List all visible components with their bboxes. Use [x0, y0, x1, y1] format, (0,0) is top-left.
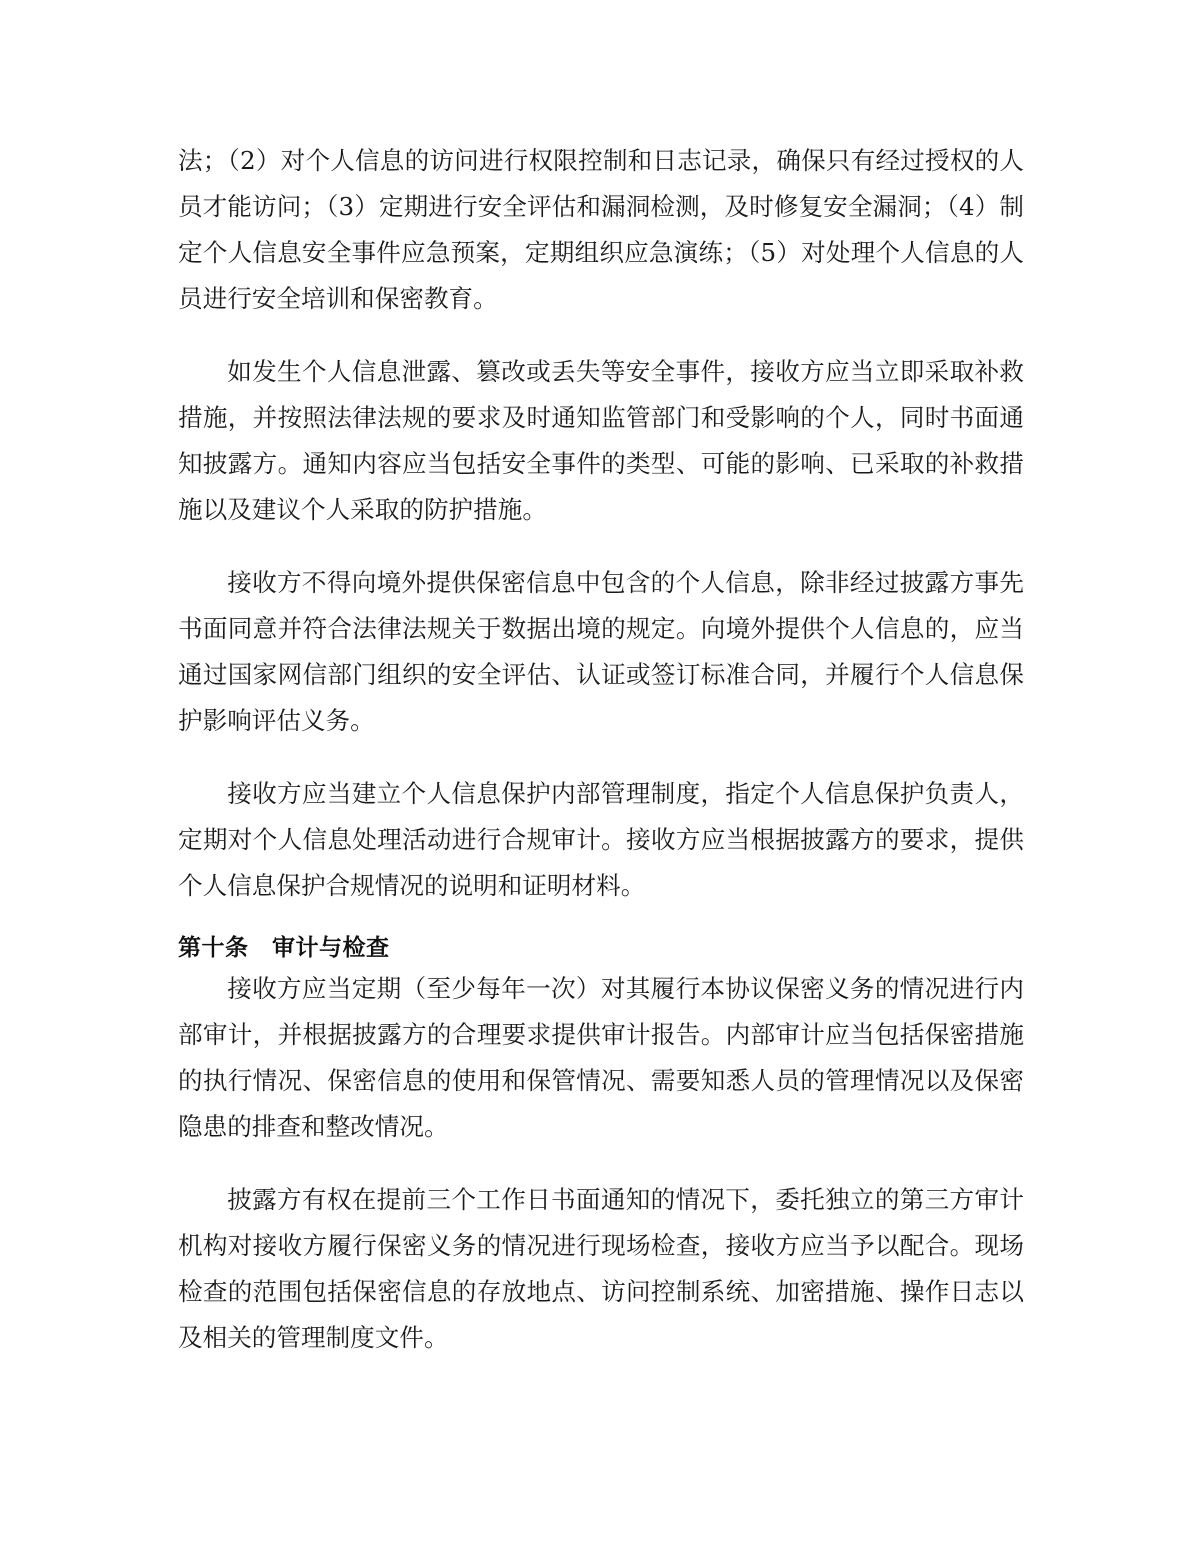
- paragraph-continued: 法；（2）对个人信息的访问进行权限控制和日志记录，确保只有经过授权的人员才能访问；（3）定期进行安全评估和漏洞检测，及时修复安全漏洞；（4）制定个人信息安全事件应急预案，定期组织应急演练；（5）对处理个人信息的人员进行安全培训和保密教育。: [178, 146, 1024, 313]
- paragraph-security-incident: 如发生个人信息泄露、篡改或丢失等安全事件，接收方应当立即采取补救措施，并按照法律法规的要求及时通知监管部门和受影响的个人，同时书面通知披露方。通知内容应当包括安全事件的类型、可能的影响、已采取的补救措施以及建议个人采取的防护措施。: [178, 357, 1024, 524]
- section-heading: 第十条 审计与检查: [178, 935, 390, 961]
- paragraph-internal-audit: 接收方应当定期（至少每年一次）对其履行本协议保密义务的情况进行内部审计，并根据披露方的合理要求提供审计报告。内部审计应当包括保密措施的执行情况、保密信息的使用和保管情况、需要知悉人员的管理情况以及保密隐患的排查和整改情况。: [178, 974, 1024, 1141]
- paragraph-cross-border: 接收方不得向境外提供保密信息中包含的个人信息，除非经过披露方事先书面同意并符合法律法规关于数据出境的规定。向境外提供个人信息的，应当通过国家网信部门组织的安全评估、认证或签订标准合同，并履行个人信息保护影响评估义务。: [178, 568, 1024, 735]
- paragraph-onsite-inspection: 披露方有权在提前三个工作日书面通知的情况下，委托独立的第三方审计机构对接收方履行保密义务的情况进行现场检查，接收方应当予以配合。现场检查的范围包括保密信息的存放地点、访问控制系统、加密措施、操作日志以及相关的管理制度文件。: [178, 1185, 1024, 1352]
- document-body: [178, 138, 1024, 1388]
- paragraph-internal-management: 接收方应当建立个人信息保护内部管理制度，指定个人信息保护负责人，定期对个人信息处理活动进行合规审计。接收方应当根据披露方的要求，提供个人信息保护合规情况的说明和证明材料。: [178, 779, 1024, 900]
